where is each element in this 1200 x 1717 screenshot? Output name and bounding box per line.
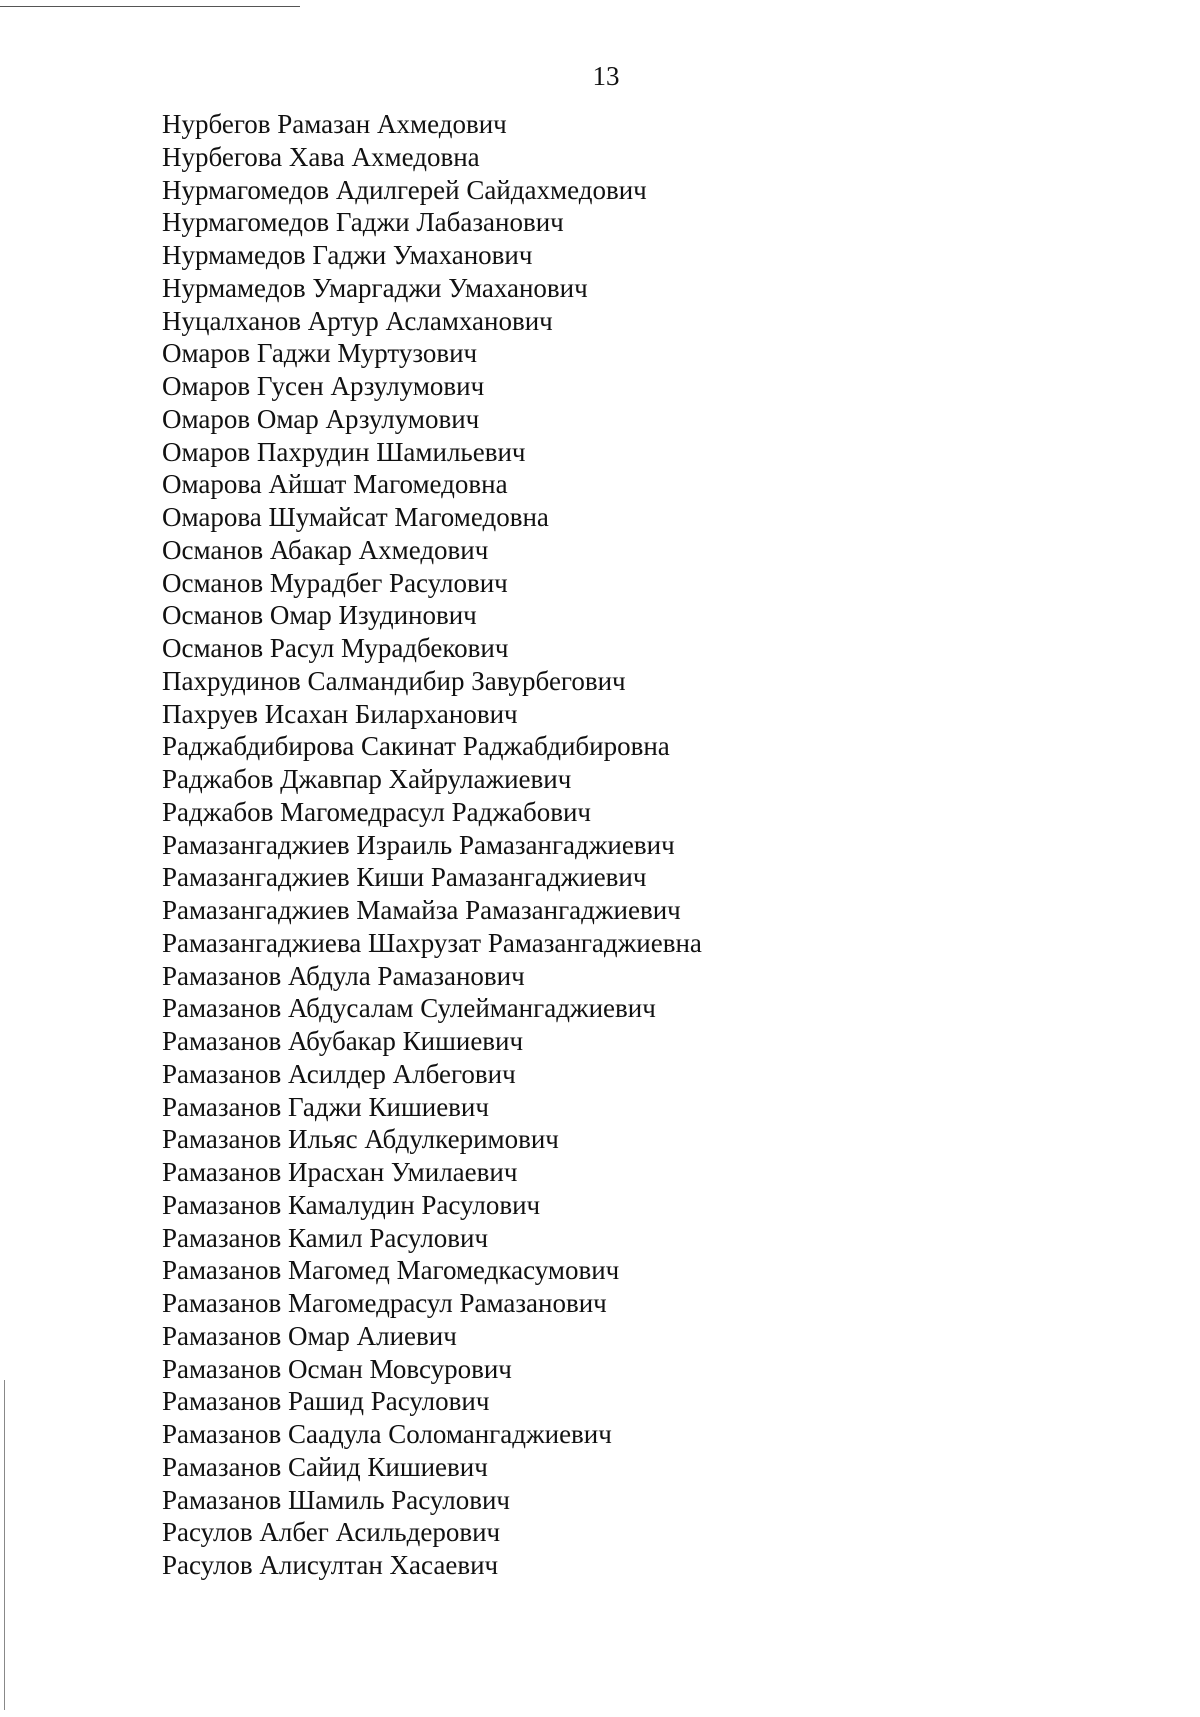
list-item: Раджабов Джавпар Хайрулажиевич	[162, 764, 572, 794]
list-item: Омаров Гусен Арзулумович	[162, 371, 485, 401]
list-item: Османов Омар Изудинович	[162, 600, 477, 631]
list-item: Рамазанов Сайид Кишиевич	[162, 1451, 488, 1482]
name-list	[162, 108, 702, 1582]
list-item: Рамазанов Омар Алиевич	[162, 1320, 457, 1351]
list-item: Омаров Пахрудин Шамильевич	[162, 436, 526, 467]
list-item: Нурмамедов Гаджи Умаханович	[162, 240, 533, 270]
list-item: Омаров Омар Арзулумович	[162, 403, 480, 434]
list-item: Раджабов Магомедрасул Раджабович	[162, 796, 591, 827]
list-item: Рамазангаджиев Киши Рамазангаджиевич	[162, 862, 647, 893]
list-item: Рамазанов Ильяс Абдулкеримович	[162, 1124, 559, 1155]
scan-edge-line	[4, 1380, 5, 1710]
list-item: Расулов Албег Асильдерович	[162, 1517, 501, 1548]
list-item: Рамазангаджиева Шахрузат Рамазангаджиевна	[162, 927, 702, 958]
list-item: Рамазанов Магомед Магомедкасумович	[162, 1255, 620, 1286]
list-item: Рамазанов Гаджи Кишиевич	[162, 1091, 489, 1122]
list-item: Нурбегов Рамазан Ахмедович	[162, 109, 507, 139]
list-item: Рамазанов Камил Расулович	[162, 1222, 489, 1253]
list-item: Нурмагомедов Гаджи Лабазанович	[162, 207, 564, 238]
page-number: 13	[592, 61, 620, 91]
list-item: Нурмагомедов Адилгерей Сайдахмедович	[162, 174, 647, 205]
list-item: Омаров Гаджи Муртузович	[162, 338, 478, 369]
list-item: Омарова Айшат Магомедовна	[162, 469, 508, 500]
list-item: Омарова Шумайсат Магомедовна	[162, 502, 549, 532]
list-item: Пахруев Исахан Биларханович	[162, 698, 518, 729]
list-item: Раджабдибирова Сакинат Раджабдибировна	[162, 731, 670, 762]
list-item: Османов Абакар Ахмедович	[162, 534, 489, 565]
list-item: Рамазанов Абдула Рамазанович	[162, 960, 525, 991]
list-item: Рамазанов Шамиль Расулович	[162, 1484, 510, 1515]
list-item: Рамазанов Осман Мовсурович	[162, 1353, 512, 1384]
list-item: Рамазанов Магомедрасул Рамазанович	[162, 1288, 607, 1318]
list-item: Рамазанов Рашид Расулович	[162, 1386, 490, 1417]
list-item: Рамазанов Камалудин Расулович	[162, 1189, 541, 1220]
list-item: Пахрудинов Салмандибир Завурбегович	[162, 665, 626, 696]
list-item: Османов Расул Мурадбекович	[162, 633, 509, 663]
list-item: Османов Мурадбег Расулович	[162, 567, 508, 598]
list-item: Рамазанов Абубакар Кишиевич	[162, 1026, 524, 1056]
list-item: Рамазанов Саадула Соломангаджиевич	[162, 1419, 612, 1449]
list-item: Нурмамедов Умаргаджи Умаханович	[162, 272, 588, 303]
list-item: Рамазангаджиев Мамайза Рамазангаджиевич	[162, 895, 681, 925]
list-item: Нурбегова Хава Ахмедовна	[162, 141, 480, 172]
list-item: Рамазангаджиев Израиль Рамазангаджиевич	[162, 829, 675, 860]
list-item: Нуцалханов Артур Асламханович	[162, 305, 553, 336]
list-item: Рамазанов Ирасхан Умилаевич	[162, 1157, 518, 1187]
list-item: Рамазанов Асилдер Албегович	[162, 1058, 516, 1089]
scan-edge-line	[0, 6, 300, 7]
list-item: Рамазанов Абдусалам Сулеймангаджиевич	[162, 993, 656, 1024]
list-item: Расулов Алисултан Хасаевич	[162, 1550, 499, 1580]
